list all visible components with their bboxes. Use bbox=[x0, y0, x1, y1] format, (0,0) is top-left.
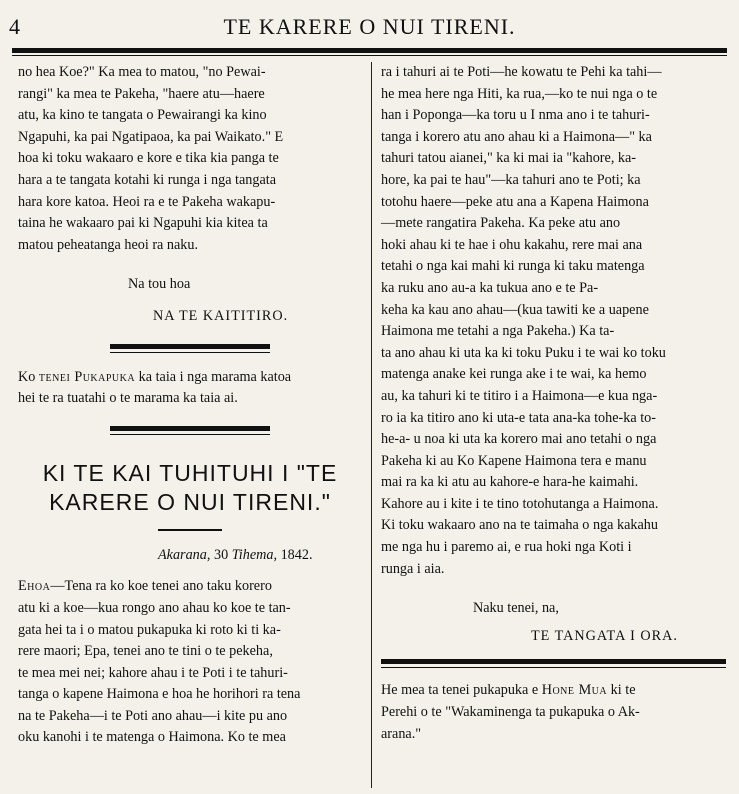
left-column bbox=[18, 62, 362, 749]
text-line bbox=[381, 680, 726, 702]
signoff-salutation: Na tou hoa bbox=[128, 276, 191, 293]
text-line: tanga i korero atu ano ahau ki a Haimona—" ka bbox=[381, 128, 652, 145]
notice-smallcaps: tenei Pukapuka bbox=[38, 368, 136, 385]
notice-smallcaps: Hone Mua bbox=[541, 682, 608, 699]
text-line: oku kanohi i te matenga o Haimona. Ko te mea bbox=[18, 729, 286, 746]
text-line: taina he wakaaro pai ki Ngapuhi kia kitea ta bbox=[18, 215, 268, 232]
masthead-title: TE KARERE O NUI TIRENI. bbox=[223, 14, 516, 39]
printer-notice bbox=[381, 680, 726, 745]
text-line: rangi" ka mea te Pakeha, "haere atu—haere bbox=[18, 85, 265, 102]
text-line: hoki ahau ki te hae i ohu kakahu, rere mai ana bbox=[381, 236, 643, 253]
notice-lead: He mea ta tenei pukapuka e bbox=[381, 682, 542, 699]
text-line: ra i tahuri ai te Poti—he kowatu te Pehi ka tahi— bbox=[381, 64, 662, 80]
text-line: atu ki a koe—kua rongo ano ahau ko koe te tan- bbox=[18, 599, 291, 616]
section-separator bbox=[110, 426, 270, 435]
text-line: gata hei ta i o matou pukapuka ki roto ki ti ka- bbox=[18, 621, 281, 638]
text-line: ta ano ahau ki uta ka ki toku Puku i te wai ko toku bbox=[381, 344, 666, 361]
notice-lead: Ko bbox=[18, 368, 39, 385]
text-line: ro ia ka titiro ano ki uta-e tata ana-ka tohe-ka to- bbox=[381, 409, 656, 426]
signoff-name: TE TANGATA I ORA. bbox=[531, 627, 678, 644]
text-line: runga i aia. bbox=[381, 560, 445, 577]
text-line: han i Poponga—ka toru u I nma ano i te tahuri- bbox=[381, 107, 650, 124]
dateline-year: , 1842. bbox=[273, 546, 313, 563]
text-line: atu, ka kino te tangata o Pewairangi ka kino bbox=[18, 107, 267, 124]
text-line: te mea mei nei; kahore ahau i te Poti i te tahuri- bbox=[18, 664, 288, 681]
publication-notice bbox=[18, 367, 362, 410]
headline-line: KI TE KAI TUHITUHI I "TE bbox=[42, 459, 338, 486]
text-line: arana." bbox=[381, 725, 422, 742]
page-number: 4 bbox=[9, 14, 20, 39]
text-line: matou peheatanga heoi ra naku. bbox=[18, 236, 199, 253]
text-line: Haimona me tetahi a nga Pakeha.) Ka ta- bbox=[381, 323, 615, 340]
headline-rule bbox=[158, 529, 222, 531]
notice-text: ka taia i nga marama katoa bbox=[135, 368, 292, 385]
text-line: Ngapuhi, ka pai Ngatipaoa, ka pai Waikato." E bbox=[18, 128, 284, 145]
headline bbox=[18, 459, 362, 517]
letter-text: —Tena ra ko koe tenei ano taku korero bbox=[50, 578, 272, 595]
text-line: he mea here nga Hiti, ka rua,—ko te nui nga o te bbox=[381, 85, 658, 102]
text-line: Kahore au i kite i te tino totohutanga a Haimona. bbox=[381, 495, 659, 512]
dateline-place: Akarana bbox=[158, 546, 207, 563]
right-column bbox=[381, 62, 726, 745]
text-line: hore, ka pai te hau"—ka tahuri ano te Poti; ka bbox=[381, 171, 641, 188]
dateline-day: , 30 bbox=[206, 546, 232, 563]
text-line: rere maori; Epa, tenei ano te tini o te pekeha, bbox=[18, 643, 273, 660]
text-line: hei te ra tuatahi o te marama ka taia ai. bbox=[18, 390, 238, 407]
text-line: na te Pakeha—i te Poti ano ahau—i kite pu ano bbox=[18, 707, 288, 724]
column-divider bbox=[371, 62, 372, 788]
text-line: mai ra ka ki atu au kahore-e hara-he kaimahi. bbox=[381, 474, 639, 491]
text-line: totohu haere—peke atu ana a Kapena Haimona bbox=[381, 193, 649, 210]
text-line: hoa ki toku wakaaro e kore e tika kia panga te bbox=[18, 150, 279, 167]
masthead-rule-thick bbox=[12, 48, 727, 53]
text-line: tanga o kapene Haimona e hoa he horihori ra tena bbox=[18, 686, 301, 703]
dateline bbox=[18, 545, 362, 567]
signoff-name: NA TE KAITITIRO. bbox=[153, 307, 289, 324]
text-line: au, ka tahuri ki te titiro i a Haimona—e kua nga- bbox=[381, 387, 658, 404]
letter-salutation: Ehoa bbox=[18, 578, 51, 595]
text-line: —mete rangatira Pakeha. Ka peke atu ano bbox=[381, 215, 621, 232]
text-line: ka ruku ano au-a ka tukua ano e te Pa- bbox=[381, 279, 599, 296]
section-separator bbox=[381, 659, 726, 668]
letter-body bbox=[18, 576, 362, 749]
signoff-salutation: Naku tenei, na, bbox=[473, 600, 559, 617]
letter-continuation bbox=[381, 62, 726, 580]
letter-ending bbox=[18, 62, 362, 256]
text-line: tetahi o nga kai mahi ki runga ki taku matenga bbox=[381, 258, 645, 275]
text-line bbox=[18, 367, 362, 389]
dateline-month: Tihema bbox=[231, 546, 274, 563]
text-line: Perehi o te "Wakaminenga ta pukapuka o Ak- bbox=[381, 704, 640, 721]
section-separator bbox=[110, 344, 270, 353]
text-line: keha ka kau ano ahau—(kua tawiti ke a uapene bbox=[381, 301, 649, 318]
text-line: hara kore katoa. Heoi ra e te Pakeha wakapu- bbox=[18, 193, 276, 210]
text-line: me nga hu i paremo ai, e rua hoki nga Koti i bbox=[381, 539, 632, 556]
text-line: hara a te tangata kotahi ki runga i nga tangata bbox=[18, 171, 277, 188]
text-line bbox=[18, 576, 362, 598]
text-line: he-a- u noa ki uta ka korero mai ano tetahi o nga bbox=[381, 431, 657, 448]
masthead-rule-thin bbox=[12, 55, 727, 56]
text-line: matenga anake kei runga ake i te wai, ka hemo bbox=[381, 366, 647, 383]
headline-line: KARERE O NUI TIRENI." bbox=[49, 488, 331, 515]
notice-text: ki te bbox=[607, 682, 636, 699]
text-line: no hea Koe?" Ka mea to matou, "no Pewai- bbox=[18, 64, 266, 80]
text-line: Ki toku wakaaro ano na te taimaha o nga kakahu bbox=[381, 517, 658, 534]
text-line: Pakeha ki au Ko Kapene Haimona tera e manu bbox=[381, 452, 647, 469]
text-line: tahuri tatou aianei," ka ki mai ia "kahore, ka- bbox=[381, 150, 637, 167]
